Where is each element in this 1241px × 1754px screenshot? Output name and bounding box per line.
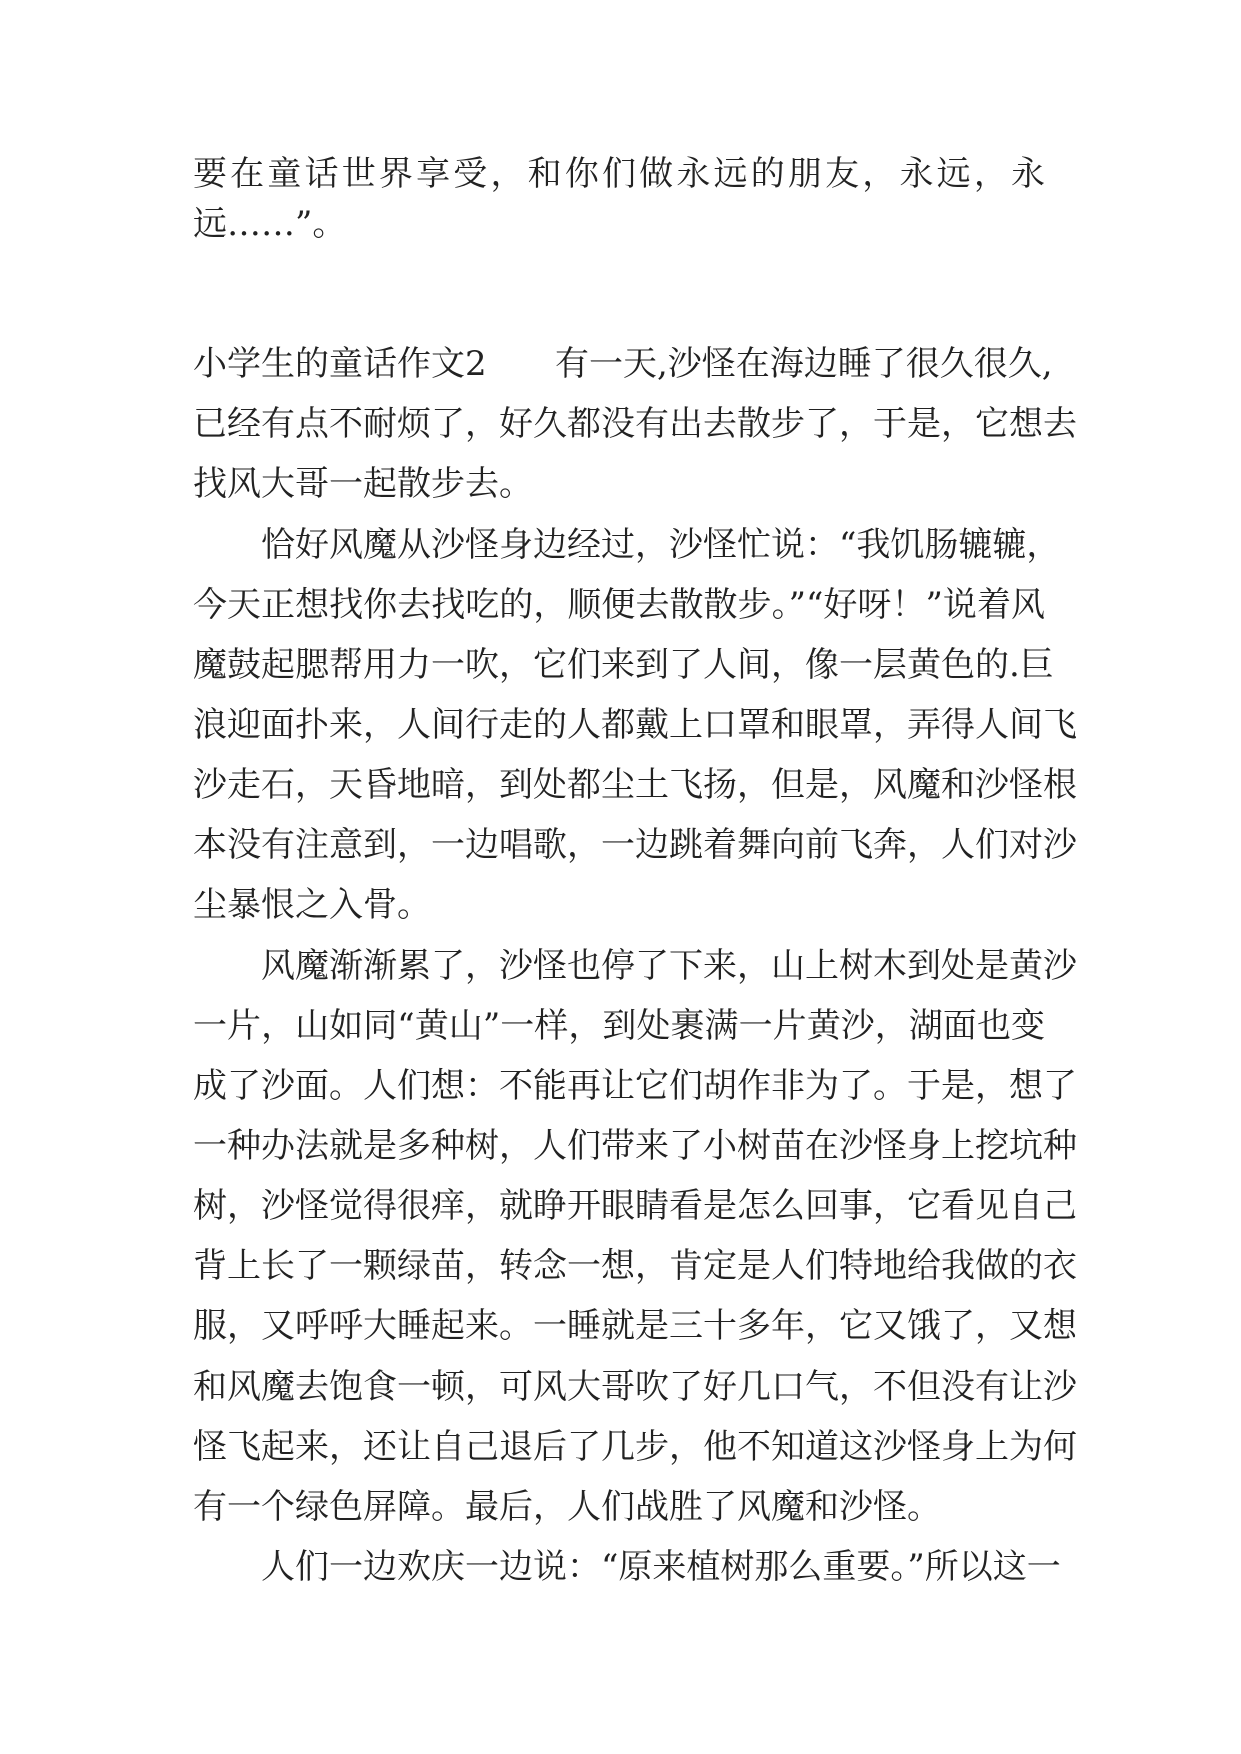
paragraph-line: 树，沙怪觉得很痒，就睁开眼睛看是怎么回事，它看见自己 (193, 1186, 1077, 1226)
paragraph-line: 找风大哥一起散步去。 (193, 464, 533, 504)
paragraph-line: 一种办法就是多种树，人们带来了小树苗在沙怪身上挖坑种 (193, 1126, 1077, 1166)
paragraph-line: 一片，山如同“黄山”一样，到处裹满一片黄沙，湖面也变 (193, 1006, 1045, 1046)
paragraph-line: 要在童话世界享受，和你们做永远的朋友，永远，永 (193, 154, 1045, 194)
paragraph-line: 恰好风魔从沙怪身边经过，沙怪忙说：“我饥肠辘辘， (193, 525, 1061, 565)
paragraph-line: 背上长了一颗绿苗，转念一想，肯定是人们特地给我做的衣 (193, 1246, 1077, 1286)
paragraph-line: 沙走石，天昏地暗，到处都尘土飞扬，但是，风魔和沙怪根 (193, 765, 1077, 805)
paragraph-line: 怪飞起来，还让自己退后了几步，他不知道这沙怪身上为何 (193, 1427, 1077, 1467)
paragraph-line: 已经有点不耐烦了，好久都没有出去散步了，于是，它想去 (193, 404, 1077, 444)
paragraph-line: 成了沙面。人们想：不能再让它们胡作非为了。于是，想了 (193, 1066, 1077, 1106)
paragraph-line: 今天正想找你去找吃的，顺便去散散步。”“好呀！”说着风 (193, 585, 1045, 625)
paragraph-line: 服，又呼呼大睡起来。一睡就是三十多年，它又饿了，又想 (193, 1306, 1077, 1346)
paragraph-line: 尘暴恨之入骨。 (193, 885, 431, 925)
paragraph-line: 人们一边欢庆一边说：“原来植树那么重要。”所以这一 (193, 1547, 1061, 1587)
paragraph-line: 风魔渐渐累了，沙怪也停了下来，山上树木到处是黄沙 (193, 946, 1077, 986)
paragraph-line: 本没有注意到，一边唱歌，一边跳着舞向前飞奔，人们对沙 (193, 825, 1077, 865)
paragraph-line: 和风魔去饱食一顿，可风大哥吹了好几口气，不但没有让沙 (193, 1367, 1077, 1407)
paragraph-start: 有一天,沙怪在海边睡了很久很久, (555, 344, 1053, 384)
paragraph-line: 浪迎面扑来，人间行走的人都戴上口罩和眼罩，弄得人间飞 (193, 705, 1077, 745)
essay-heading-line (193, 344, 1053, 384)
paragraph-line: 远……”。 (193, 204, 347, 244)
paragraph-line: 魔鼓起腮帮用力一吹，它们来到了人间，像一层黄色的.巨 (193, 645, 1054, 685)
essay-title: 小学生的童话作文2 (193, 344, 487, 384)
paragraph-line: 有一个绿色屏障。最后，人们战胜了风魔和沙怪。 (193, 1487, 941, 1527)
